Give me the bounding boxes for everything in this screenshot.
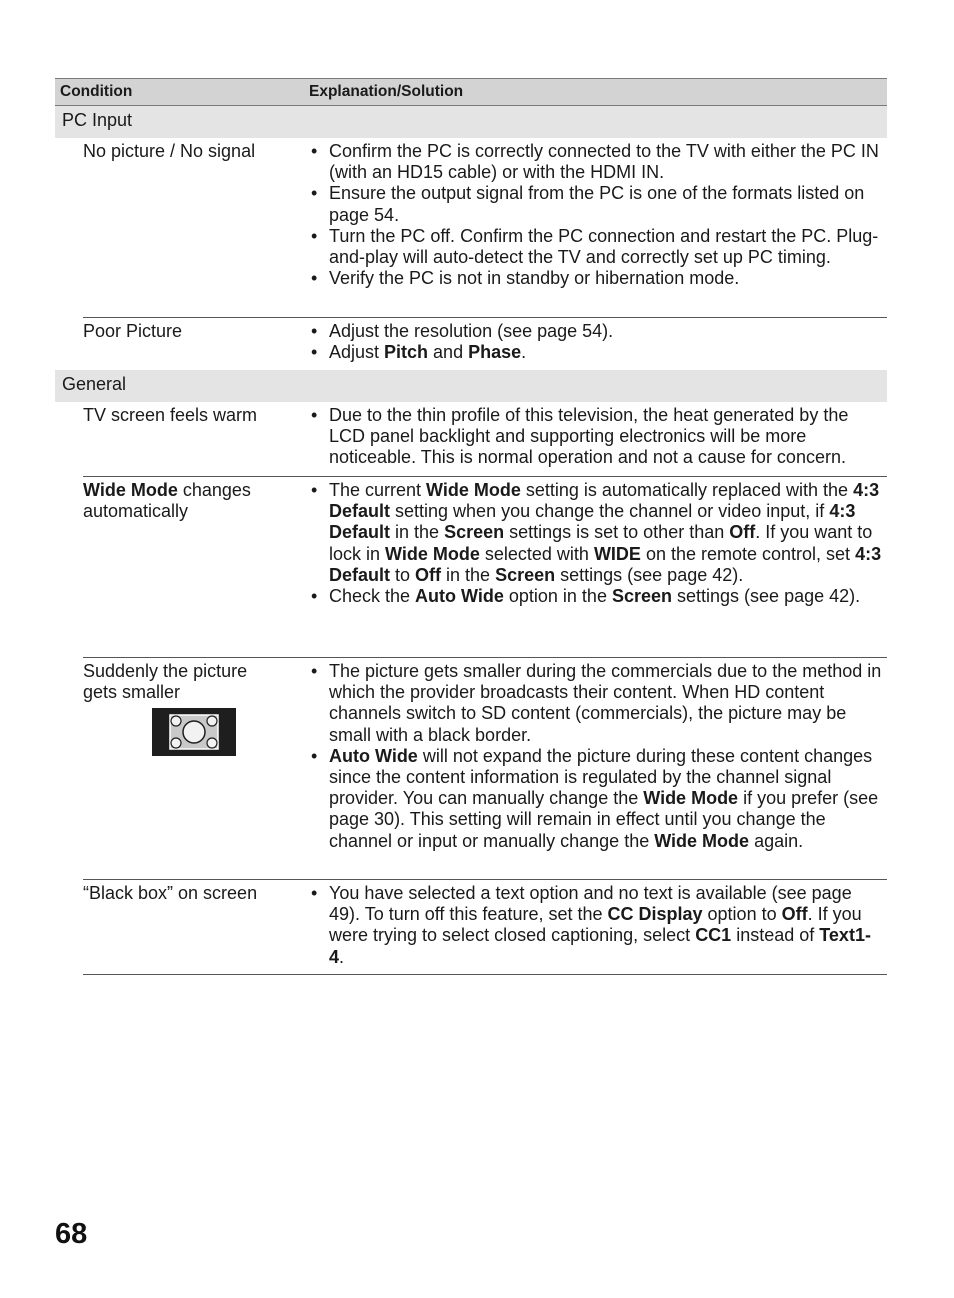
text-run: if you prefer (see page 30). This setting will remain in effect until you change the channel or input or manually change the	[329, 788, 879, 851]
text-run: changes automatically	[83, 480, 251, 522]
solution-list	[311, 141, 885, 289]
bold-term: Wide Mode	[83, 480, 178, 500]
solution-item	[311, 405, 885, 469]
text-run: to	[390, 564, 416, 585]
text-run: settings is set to other than	[504, 522, 730, 543]
section-title: General	[62, 374, 127, 394]
bold-term: Auto Wide	[415, 586, 504, 607]
text-run: Turn the PC off. Confirm the PC connection and restart the PC. Plug-and-play will auto-detect the TV and correctly set up PC timing.	[329, 225, 879, 268]
text-run: in the	[390, 522, 445, 543]
bold-term: Wide Mode	[654, 830, 750, 851]
text-run: on the remote control, set	[640, 543, 856, 564]
solution-item	[311, 141, 885, 183]
text-run: again.	[749, 830, 804, 851]
solution-list	[311, 883, 885, 968]
troubleshooting-table	[55, 78, 887, 975]
condition-cell	[83, 480, 283, 522]
table-row	[83, 318, 887, 370]
solution-cell	[311, 658, 887, 858]
solution-cell	[311, 318, 887, 369]
table-row	[83, 402, 887, 477]
text-run: in the	[441, 564, 496, 585]
bold-term: Text1-4	[329, 925, 871, 967]
solution-item	[311, 321, 885, 342]
header-explanation: Explanation/Solution	[309, 83, 464, 100]
table-row	[83, 138, 887, 318]
text-run: option to	[702, 904, 782, 925]
text-run: Suddenly the picture gets smaller	[83, 661, 248, 703]
solution-cell	[311, 402, 887, 475]
bold-term: Screen	[495, 564, 556, 585]
text-run: and	[428, 342, 469, 363]
solution-item	[311, 268, 885, 289]
solution-item	[311, 586, 885, 607]
solution-item	[311, 883, 885, 968]
text-run: Adjust the resolution (see page 54).	[329, 321, 614, 341]
text-run: setting when you change the channel or video input, if	[390, 501, 830, 522]
solution-list	[311, 321, 885, 363]
text-run: option in the	[503, 586, 612, 607]
text-run: Confirm the PC is correctly connected to the TV with either the PC IN (with an HD15 cable) or with the HDMI IN.	[329, 141, 879, 183]
text-run: The picture gets smaller during the commercials due to the method in which the provider broadcasts their content. When HD content channels switch to SD content (commercials), the picture may be small with a black border.	[329, 661, 882, 745]
small-picture-icon	[152, 708, 236, 756]
bold-term: Wide Mode	[385, 543, 480, 564]
section-title: PC Input	[62, 110, 133, 130]
text-run: will not expand the picture during these content changes since the content information is regulated by the channel signal provider. You can manually change the	[329, 745, 873, 809]
bold-term: Off	[729, 522, 756, 543]
bold-term: 4:3 Default	[329, 480, 880, 522]
text-run: .	[339, 946, 345, 967]
text-run: Poor Picture	[83, 321, 183, 341]
solution-cell	[311, 138, 887, 295]
table-row	[83, 658, 887, 880]
bold-term: Auto Wide	[329, 745, 418, 766]
text-run: Ensure the output signal from the PC is one of the formats listed on page 54.	[329, 183, 865, 225]
bold-term: Screen	[444, 522, 505, 543]
text-run: Verify the PC is not in standby or hibernation mode.	[329, 268, 740, 289]
condition-cell	[83, 141, 283, 162]
table-row	[83, 880, 887, 975]
solution-list	[311, 661, 885, 852]
text-run: Due to the thin profile of this television, the heat generated by the LCD panel backlight and supporting electronics will be more noticeable. This is normal operation and not a cause for concern.	[329, 405, 849, 468]
bold-term: 4:3 Default	[329, 501, 856, 543]
bold-term: 4:3 Default	[329, 543, 882, 585]
bold-term: Off	[781, 904, 808, 925]
solution-item	[311, 480, 885, 586]
text-run: setting is automatically replaced with the	[520, 480, 854, 500]
text-run: You have selected a text option and no text is available (see page 49). To turn off this feature, set the	[329, 883, 852, 925]
solution-item	[311, 661, 885, 746]
bold-term: WIDE	[593, 543, 641, 564]
text-run: settings (see page 42).	[672, 586, 861, 607]
text-run: . If you were trying to select closed captioning, select	[329, 904, 862, 946]
bold-term: CC1	[695, 925, 732, 946]
condition-cell	[83, 883, 283, 904]
solution-item	[311, 226, 885, 268]
solution-item	[311, 746, 885, 852]
table-row	[83, 477, 887, 658]
condition-cell	[83, 321, 283, 342]
text-run: selected with	[479, 543, 594, 564]
bold-term: Phase	[468, 342, 522, 363]
bold-term: Wide Mode	[426, 480, 521, 500]
table-body	[55, 106, 887, 975]
solution-item	[311, 183, 885, 225]
solution-list	[311, 480, 885, 607]
solution-cell	[311, 880, 887, 974]
condition-cell	[83, 661, 283, 703]
bold-term: Screen	[611, 586, 673, 607]
text-run: TV screen feels warm	[83, 405, 258, 425]
section-header	[55, 370, 887, 402]
text-run: Adjust	[329, 342, 385, 363]
text-run: .	[521, 342, 527, 363]
text-run: instead of	[731, 925, 820, 946]
text-run: Check the	[329, 586, 416, 607]
bold-term: Pitch	[384, 342, 429, 363]
solution-item	[311, 342, 885, 363]
text-run: settings (see page 42).	[555, 564, 744, 585]
table-header	[55, 78, 887, 106]
header-condition: Condition	[60, 83, 133, 100]
bold-term: Wide Mode	[643, 788, 739, 809]
solution-list	[311, 405, 885, 469]
text-run: “Black box” on screen	[83, 883, 258, 903]
section-header	[55, 106, 887, 138]
page-number: 68	[55, 1218, 88, 1250]
text-run: No picture / No signal	[83, 141, 256, 161]
condition-cell	[83, 405, 283, 426]
solution-cell	[311, 477, 887, 613]
bold-term: CC Display	[607, 904, 703, 925]
bold-term: Off	[415, 564, 442, 585]
text-run: . If you want to lock in	[329, 522, 873, 564]
text-run: The current	[329, 480, 427, 500]
